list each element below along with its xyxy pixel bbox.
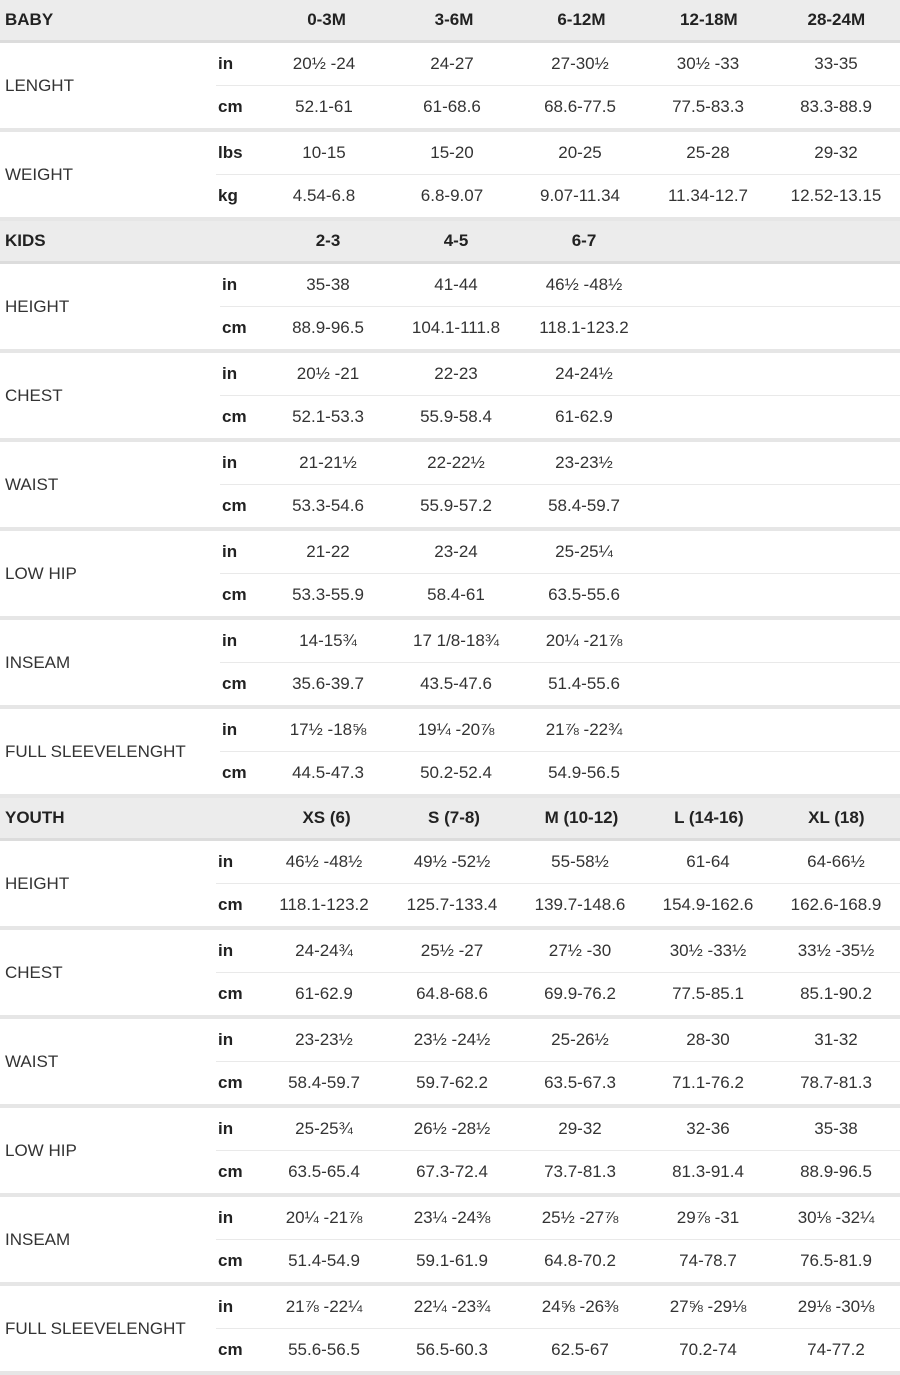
size-value: 21⅞ -22¾ [545, 720, 623, 739]
size-value: 61-68.6 [423, 97, 481, 116]
size-value: 56.5-60.3 [416, 1340, 488, 1359]
size-value: 23-24 [434, 542, 478, 561]
size-column-header: 4-5 [443, 231, 469, 250]
table-row [216, 174, 900, 217]
table-row [220, 531, 900, 573]
size-value: 21-21½ [299, 453, 357, 472]
size-value: 25-25¼ [555, 542, 613, 561]
size-value: 12.52-13.15 [790, 186, 882, 205]
table-row [220, 353, 900, 395]
unit-label: cm [218, 984, 243, 1003]
size-value: 46½ -48½ [545, 275, 623, 294]
measurement-rows [220, 264, 900, 349]
size-value: 20-25 [558, 143, 602, 162]
unit-label: kg [218, 186, 238, 205]
size-column-header: 3-6M [434, 10, 474, 29]
size-value: 69.9-76.2 [544, 984, 616, 1003]
table-row [220, 751, 900, 794]
table-row [216, 132, 900, 174]
size-value: 59.1-61.9 [416, 1251, 488, 1270]
size-value: 17½ -18⅝ [289, 720, 367, 739]
measurement-group [0, 43, 900, 132]
size-value: 32-36 [686, 1119, 730, 1138]
size-value: 20½ -21 [296, 364, 360, 383]
size-value: 14-15¾ [299, 631, 357, 650]
size-value: 27-30½ [551, 54, 609, 73]
measurement-rows [216, 43, 900, 128]
size-value: 71.1-76.2 [672, 1073, 744, 1092]
measurement-label: LENGHT [5, 75, 74, 95]
size-value: 20¼ -21⅞ [285, 1208, 363, 1227]
size-value: 64.8-70.2 [544, 1251, 616, 1270]
measurement-label: WAIST [5, 1051, 59, 1071]
size-value: 25½ -27⅞ [541, 1208, 619, 1227]
measurement-group [0, 531, 900, 620]
table-row [216, 1019, 900, 1061]
size-value: 118.1-123.2 [279, 895, 369, 914]
size-value: 41-44 [434, 275, 478, 294]
table-row [216, 930, 900, 972]
table-row [220, 442, 900, 484]
size-value: 33-35 [814, 54, 858, 73]
table-row [216, 1286, 900, 1328]
unit-label: cm [222, 585, 247, 604]
section-youth [0, 798, 900, 1375]
measurement-label: CHEST [5, 385, 63, 405]
measurement-group [0, 132, 900, 221]
unit-label: in [218, 1030, 234, 1049]
size-value: 162.6-168.9 [790, 895, 882, 914]
unit-label: lbs [218, 143, 243, 162]
size-column-header: XS (6) [302, 808, 351, 827]
measurement-group [0, 442, 900, 531]
size-column-header: S (7-8) [428, 808, 480, 827]
measurement-label: WAIST [5, 474, 59, 494]
table-row [220, 395, 900, 438]
unit-label: in [222, 720, 238, 739]
section-title: YOUTH [5, 808, 65, 827]
size-value: 20½ -24 [292, 54, 356, 73]
size-value: 70.2-74 [679, 1340, 737, 1359]
size-column-header: L (14-16) [674, 808, 744, 827]
table-row [216, 972, 900, 1015]
size-column-header: M (10-12) [544, 808, 619, 827]
unit-label: in [222, 275, 238, 294]
size-value: 76.5-81.9 [800, 1251, 872, 1270]
size-value: 61-64 [686, 852, 730, 871]
table-row [220, 573, 900, 616]
measurement-rows [216, 1197, 900, 1282]
section-title: BABY [5, 10, 54, 29]
size-value: 30½ -33 [676, 54, 740, 73]
measurement-group [0, 1108, 900, 1197]
size-value: 64.8-68.6 [416, 984, 488, 1003]
measurement-rows [216, 930, 900, 1015]
size-column-header: XL (18) [808, 808, 865, 827]
size-value: 125.7-133.4 [406, 895, 498, 914]
measurement-label: INSEAM [5, 1229, 71, 1249]
unit-label: in [222, 364, 238, 383]
measurement-group [0, 264, 900, 353]
table-row [216, 1328, 900, 1371]
unit-label: cm [218, 1162, 243, 1181]
measurement-label: LOW HIP [5, 1140, 77, 1160]
size-value: 63.5-65.4 [288, 1162, 360, 1181]
size-value: 67.3-72.4 [416, 1162, 488, 1181]
size-column-header: 12-18M [680, 10, 738, 29]
unit-label: cm [222, 407, 247, 426]
table-row [216, 883, 900, 926]
size-value: 25-28 [686, 143, 730, 162]
size-value: 55.9-57.2 [420, 496, 492, 515]
size-value: 35-38 [306, 275, 350, 294]
table-row [220, 662, 900, 705]
size-value: 59.7-62.2 [416, 1073, 488, 1092]
measurement-rows [220, 442, 900, 527]
section-kids [0, 221, 900, 798]
size-value: 22-23 [434, 364, 478, 383]
size-value: 54.9-56.5 [548, 763, 620, 782]
size-value: 29⅛ -30⅛ [797, 1297, 875, 1316]
size-column-header: 28-24M [807, 10, 866, 29]
size-value: 20¼ -21⅞ [545, 631, 623, 650]
size-value: 46½ -48½ [285, 852, 363, 871]
measurement-rows [216, 1286, 900, 1371]
size-value: 51.4-55.6 [548, 674, 620, 693]
unit-label: in [222, 631, 238, 650]
size-value: 21-22 [306, 542, 350, 561]
size-value: 19¼ -20⅞ [417, 720, 495, 739]
measurement-rows [220, 709, 900, 794]
unit-label: cm [222, 318, 247, 337]
size-value: 63.5-67.3 [544, 1073, 616, 1092]
table-row [220, 306, 900, 349]
table-row [220, 484, 900, 527]
size-column-header: 6-12M [557, 10, 606, 29]
size-column-header: 6-7 [571, 231, 597, 250]
measurement-label: LOW HIP [5, 563, 77, 583]
size-value: 53.3-55.9 [292, 585, 364, 604]
size-value: 73.7-81.3 [544, 1162, 616, 1181]
table-row [216, 1239, 900, 1282]
measurement-rows [220, 620, 900, 705]
size-value: 29-32 [558, 1119, 602, 1138]
table-row [216, 1061, 900, 1104]
unit-label: in [218, 941, 234, 960]
measurement-rows [220, 353, 900, 438]
size-value: 24-24½ [555, 364, 613, 383]
unit-label: cm [222, 674, 247, 693]
size-value: 15-20 [430, 143, 474, 162]
size-value: 61-62.9 [295, 984, 353, 1003]
measurement-label: HEIGHT [5, 873, 70, 893]
table-row [216, 85, 900, 128]
measurement-label: HEIGHT [5, 296, 70, 316]
size-value: 43.5-47.6 [420, 674, 492, 693]
size-value: 83.3-88.9 [800, 97, 872, 116]
size-value: 44.5-47.3 [292, 763, 364, 782]
size-value: 21⅞ -22¼ [285, 1297, 363, 1316]
size-value: 52.1-61 [295, 97, 353, 116]
size-value: 9.07-11.34 [539, 186, 621, 205]
unit-label: cm [218, 1073, 243, 1092]
size-value: 88.9-96.5 [292, 318, 364, 337]
section-header [0, 798, 900, 841]
size-value: 35.6-39.7 [292, 674, 364, 693]
size-value: 11.34-12.7 [667, 186, 749, 205]
size-value: 64-66½ [807, 852, 865, 871]
size-value: 6.8-9.07 [420, 186, 484, 205]
size-value: 118.1-123.2 [539, 318, 629, 337]
measurement-label: FULL SLEEVELENGHT [5, 741, 186, 761]
size-value: 23¼ -24⅜ [413, 1208, 491, 1227]
size-value: 23½ -24½ [413, 1030, 491, 1049]
measurement-group [0, 1197, 900, 1286]
measurement-group [0, 1286, 900, 1375]
size-value: 31-32 [814, 1030, 858, 1049]
size-value: 50.2-52.4 [420, 763, 492, 782]
measurement-group [0, 353, 900, 442]
unit-label: cm [218, 1340, 243, 1359]
unit-label: in [218, 54, 234, 73]
size-value: 78.7-81.3 [800, 1073, 872, 1092]
measurement-rows [220, 531, 900, 616]
unit-label: cm [222, 496, 247, 515]
measurement-group [0, 930, 900, 1019]
size-value: 62.5-67 [551, 1340, 609, 1359]
table-row [216, 1150, 900, 1193]
size-value: 27⅝ -29⅛ [669, 1297, 747, 1316]
unit-label: cm [218, 895, 243, 914]
size-value: 26½ -28½ [413, 1119, 491, 1138]
size-value: 24-24¾ [295, 941, 353, 960]
size-value: 74-77.2 [807, 1340, 865, 1359]
unit-label: cm [218, 1251, 243, 1270]
size-value: 104.1-111.8 [411, 318, 501, 337]
size-value: 49½ -52½ [413, 852, 491, 871]
size-value: 27½ -30 [548, 941, 612, 960]
unit-label: in [218, 1297, 234, 1316]
size-value: 33½ -35½ [797, 941, 875, 960]
unit-label: in [222, 542, 238, 561]
unit-label: cm [222, 763, 247, 782]
size-value: 22¼ -23¾ [413, 1297, 491, 1316]
size-value: 17 1/8-18¾ [412, 631, 499, 650]
size-value: 58.4-59.7 [548, 496, 620, 515]
measurement-group [0, 709, 900, 798]
measurement-group [0, 841, 900, 930]
size-value: 63.5-55.6 [548, 585, 620, 604]
size-value: 30½ -33½ [669, 941, 747, 960]
size-value: 61-62.9 [555, 407, 613, 426]
table-row [220, 264, 900, 306]
size-value: 88.9-96.5 [800, 1162, 872, 1181]
table-row [216, 1108, 900, 1150]
size-value: 25-26½ [551, 1030, 609, 1049]
size-value: 25-25¾ [295, 1119, 353, 1138]
size-value: 55.6-56.5 [288, 1340, 360, 1359]
size-value: 139.7-148.6 [534, 895, 626, 914]
unit-label: in [218, 1119, 234, 1138]
unit-label: in [218, 1208, 234, 1227]
size-value: 55-58½ [551, 852, 609, 871]
size-value: 52.1-53.3 [292, 407, 364, 426]
size-value: 77.5-83.3 [672, 97, 744, 116]
measurement-label: INSEAM [5, 652, 71, 672]
section-title: KIDS [5, 231, 46, 250]
unit-label: in [218, 852, 234, 871]
measurement-label: WEIGHT [5, 164, 73, 184]
size-value: 22-22½ [427, 453, 485, 472]
size-value: 23-23½ [555, 453, 613, 472]
measurement-rows [216, 132, 900, 217]
size-value: 23-23½ [295, 1030, 353, 1049]
size-value: 154.9-162.6 [662, 895, 754, 914]
table-row [220, 709, 900, 751]
size-value: 28-30 [686, 1030, 730, 1049]
size-value: 29⅞ -31 [676, 1208, 740, 1227]
size-value: 10-15 [302, 143, 346, 162]
size-value: 58.4-59.7 [288, 1073, 360, 1092]
section-header [0, 221, 900, 264]
size-value: 77.5-85.1 [672, 984, 744, 1003]
size-value: 29-32 [814, 143, 858, 162]
unit-label: cm [218, 97, 243, 116]
size-value: 74-78.7 [679, 1251, 737, 1270]
size-value: 81.3-91.4 [672, 1162, 744, 1181]
size-column-header: 2-3 [315, 231, 341, 250]
size-value: 30⅛ -32¼ [797, 1208, 875, 1227]
size-value: 53.3-54.6 [292, 496, 364, 515]
measurement-label: FULL SLEEVELENGHT [5, 1318, 186, 1338]
size-value: 51.4-54.9 [288, 1251, 360, 1270]
measurement-rows [216, 841, 900, 926]
measurement-label: CHEST [5, 962, 63, 982]
size-value: 24⅝ -26⅜ [541, 1297, 619, 1316]
measurement-group [0, 1019, 900, 1108]
size-value: 25½ -27 [420, 941, 484, 960]
size-value: 85.1-90.2 [800, 984, 872, 1003]
section-baby [0, 0, 900, 221]
table-row [216, 1197, 900, 1239]
table-row [216, 841, 900, 883]
size-column-header: 0-3M [307, 10, 346, 29]
measurement-rows [216, 1019, 900, 1104]
size-value: 4.54-6.8 [292, 186, 356, 205]
unit-label: in [222, 453, 238, 472]
size-value: 58.4-61 [427, 585, 485, 604]
table-row [220, 620, 900, 662]
size-value: 55.9-58.4 [420, 407, 492, 426]
measurement-group [0, 620, 900, 709]
size-value: 35-38 [814, 1119, 858, 1138]
size-value: 24-27 [430, 54, 474, 73]
section-header [0, 0, 900, 43]
size-value: 68.6-77.5 [544, 97, 616, 116]
table-row [216, 43, 900, 85]
measurement-rows [216, 1108, 900, 1193]
